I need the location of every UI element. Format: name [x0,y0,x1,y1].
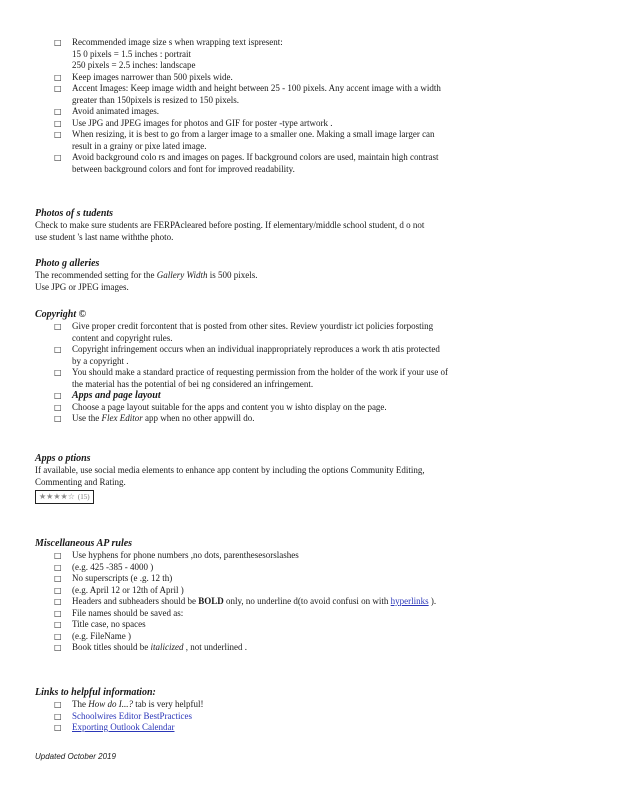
list-item-text [72,413,583,425]
bullet-icon: □ [54,118,62,128]
paragraph-line: If available, use social media elements to enhance app content by including the options Community Editing, [35,465,425,475]
list-item [35,413,583,425]
section-heading: Links to helpful information: [35,687,156,698]
list-item [35,152,583,175]
section-heading: Apps o ptions [35,453,91,464]
bullet-icon: □ [54,402,62,412]
bullet-icon: □ [54,608,62,618]
list-item-text: the material has the potential of bei ng considered an infringement. [72,378,314,389]
list-item [35,562,583,574]
list-item-text: Accent Images: Keep image width and height between 25 - 100 pixels. Any accent image with a width [72,83,441,93]
paragraph-line [35,270,583,282]
paragraph-line: Commenting and Rating. [35,476,126,487]
list-item-text: File names should be saved as: [72,607,184,618]
text-run: ). [428,596,437,606]
section-heading: Photos of s tudents [35,208,114,219]
schoolwires-best-practices-link[interactable]: Schoolwires Editor BestPractices [72,710,192,721]
list-item-text: 250 pixels = 2.5 inches: landscape [72,60,196,70]
list-item [35,83,583,106]
list-item [35,722,583,734]
text-run: only, no underline d(to avoid confusi on with [223,596,391,606]
rating-count: (15) [77,493,90,501]
list-item [35,129,583,152]
list-item-text: Keep images narrower than 500 pixels wide. [72,71,233,82]
bullet-icon: □ [54,585,62,595]
bullet-icon: □ [54,322,62,331]
bullet-icon: □ [54,345,62,354]
bullet-icon: □ [54,368,62,377]
list-item-text: You should make a standard practice of requesting permission from the holder of the work if your use of [72,367,448,377]
list-item-text: Avoid background colo rs and images on pages. If background colors are used, maintain high contrast [72,152,439,162]
list-item-text: between background colors and font for improved readability. [72,163,295,174]
text-run: app when no other appwill do. [142,413,255,423]
section-heading: Copyright © [35,309,87,320]
bold-text: BOLD [198,596,224,606]
list-item [35,631,583,643]
bullet-icon: □ [54,38,62,47]
bullet-icon: □ [54,153,62,162]
bullet-icon: □ [54,84,62,93]
misc-rules-list [35,550,583,654]
list-item-text: Title case, no spaces [72,619,146,629]
bullet-icon: □ [54,597,62,606]
bullet-icon: □ [54,72,62,82]
bullet-icon: □ [54,631,62,641]
list-item-text: Give proper credit forcontent that is posted from other sites. Review yourdistr ict policies forposting [72,321,434,331]
text-run: Headers and subheaders should be [72,596,199,606]
bullet-icon: □ [54,700,62,709]
list-item [35,390,583,402]
list-item-text: Copyright infringement occurs when an individual inappropriately reproduces a work th atis protected [72,344,440,354]
list-item [35,550,583,562]
bullet-icon: □ [54,620,62,629]
text-run: The recommended setting for the [35,270,157,280]
text-run: , not underlined . [183,642,247,652]
bullet-icon: □ [54,574,62,583]
bullet-icon: □ [54,723,62,732]
photo-galleries-section [35,258,583,293]
list-item-text: (e.g. FileName ) [72,630,131,641]
bullet-icon: □ [54,391,62,400]
bullet-icon: □ [54,562,62,572]
list-item-text: by a copyright . [72,355,129,366]
list-item [35,37,583,72]
section-heading: Miscellaneous AP rules [35,538,133,549]
list-item-text: Choose a page layout suitable for the apps and content you w ishto display on the page. [72,401,387,412]
list-item [35,608,583,620]
list-item-text: When resizing, it is best to go from a larger image to a smaller one. Making a small image larger can [72,129,435,139]
exporting-outlook-calendar-link[interactable]: Exporting Outlook Calendar [72,722,175,732]
list-item [35,573,583,585]
list-item-text: 15 0 pixels = 1.5 inches : portrait [72,48,192,59]
list-item-text: result in a grainy or pixe lated image. [72,140,207,151]
list-item [35,118,583,130]
text-run: tab is very helpful! [133,699,204,709]
list-item [35,711,583,723]
list-item [35,699,583,711]
list-item-text: greater than 150pixels is resized to 150 pixels. [72,94,239,105]
list-item-text: Avoid animated images. [72,106,160,116]
bullet-icon: □ [54,130,62,139]
emphasis-text: Flex Editor [101,413,143,423]
text-run: Use the [72,413,102,423]
list-item-text: Recommended image size s when wrapping text ispresent: [72,37,283,47]
images-guidelines-list [35,37,583,175]
list-item-text: (e.g. April 12 or 12th of April ) [72,584,184,595]
text-run: is 500 pixels. [207,270,258,280]
star-rating-icon: ★★★★☆ [39,492,75,501]
text-run: Book titles should be [72,642,151,652]
list-item [35,596,583,608]
apps-options-section [35,453,583,504]
list-item-text: (e.g. 425 -385 - 4000 ) [72,561,154,572]
hyperlinks-link[interactable]: hyperlinks [390,596,429,606]
helpful-links-list [35,699,583,734]
updated-date: Updated October 2019 [35,752,116,761]
list-item [35,367,583,390]
list-item-text [72,642,583,654]
text-run: The [72,699,89,709]
emphasis-text: Gallery Width [156,270,208,280]
list-item [35,402,583,414]
photos-of-students-section [35,208,583,243]
copyright-list [35,321,583,425]
misc-ap-rules-section [35,538,583,654]
list-item-text: No superscripts (e .g. 12 th) [72,573,173,583]
list-item [35,344,583,367]
list-item [35,72,583,84]
bullet-icon: □ [54,107,62,116]
list-item [35,106,583,118]
paragraph-line: use student 's last name withthe photo. [35,231,174,242]
list-item-text: content and copyright rules. [72,332,173,343]
paragraph-line: Use JPG or JPEG images. [35,281,129,292]
helpful-links-section [35,687,583,734]
list-item [35,642,583,654]
bullet-icon: □ [54,551,62,560]
list-item-text: Use JPG and JPEG images for photos and GIF for poster -type artwork . [72,117,333,128]
list-item [35,619,583,631]
list-item-text [72,699,583,711]
list-item [35,321,583,344]
bullet-icon: □ [54,643,62,652]
emphasis-text: italicized [150,642,184,652]
section-heading: Photo g alleries [35,258,100,269]
copyright-section [35,309,583,425]
list-item-text [72,596,583,608]
bullet-icon: □ [54,711,62,721]
bullet-icon: □ [54,414,62,423]
rating-widget[interactable] [35,490,94,504]
paragraph-line: Check to make sure students are FERPAcleared before posting. If elementary/middle school student, d o not [35,220,425,230]
emphasis-text: How do I...? [88,699,133,709]
list-item-text: Use hyphens for phone numbers ,no dots, parenthesesorslashes [72,550,299,560]
list-item [35,585,583,597]
apps-layout-heading: Apps and page layout [72,390,161,401]
